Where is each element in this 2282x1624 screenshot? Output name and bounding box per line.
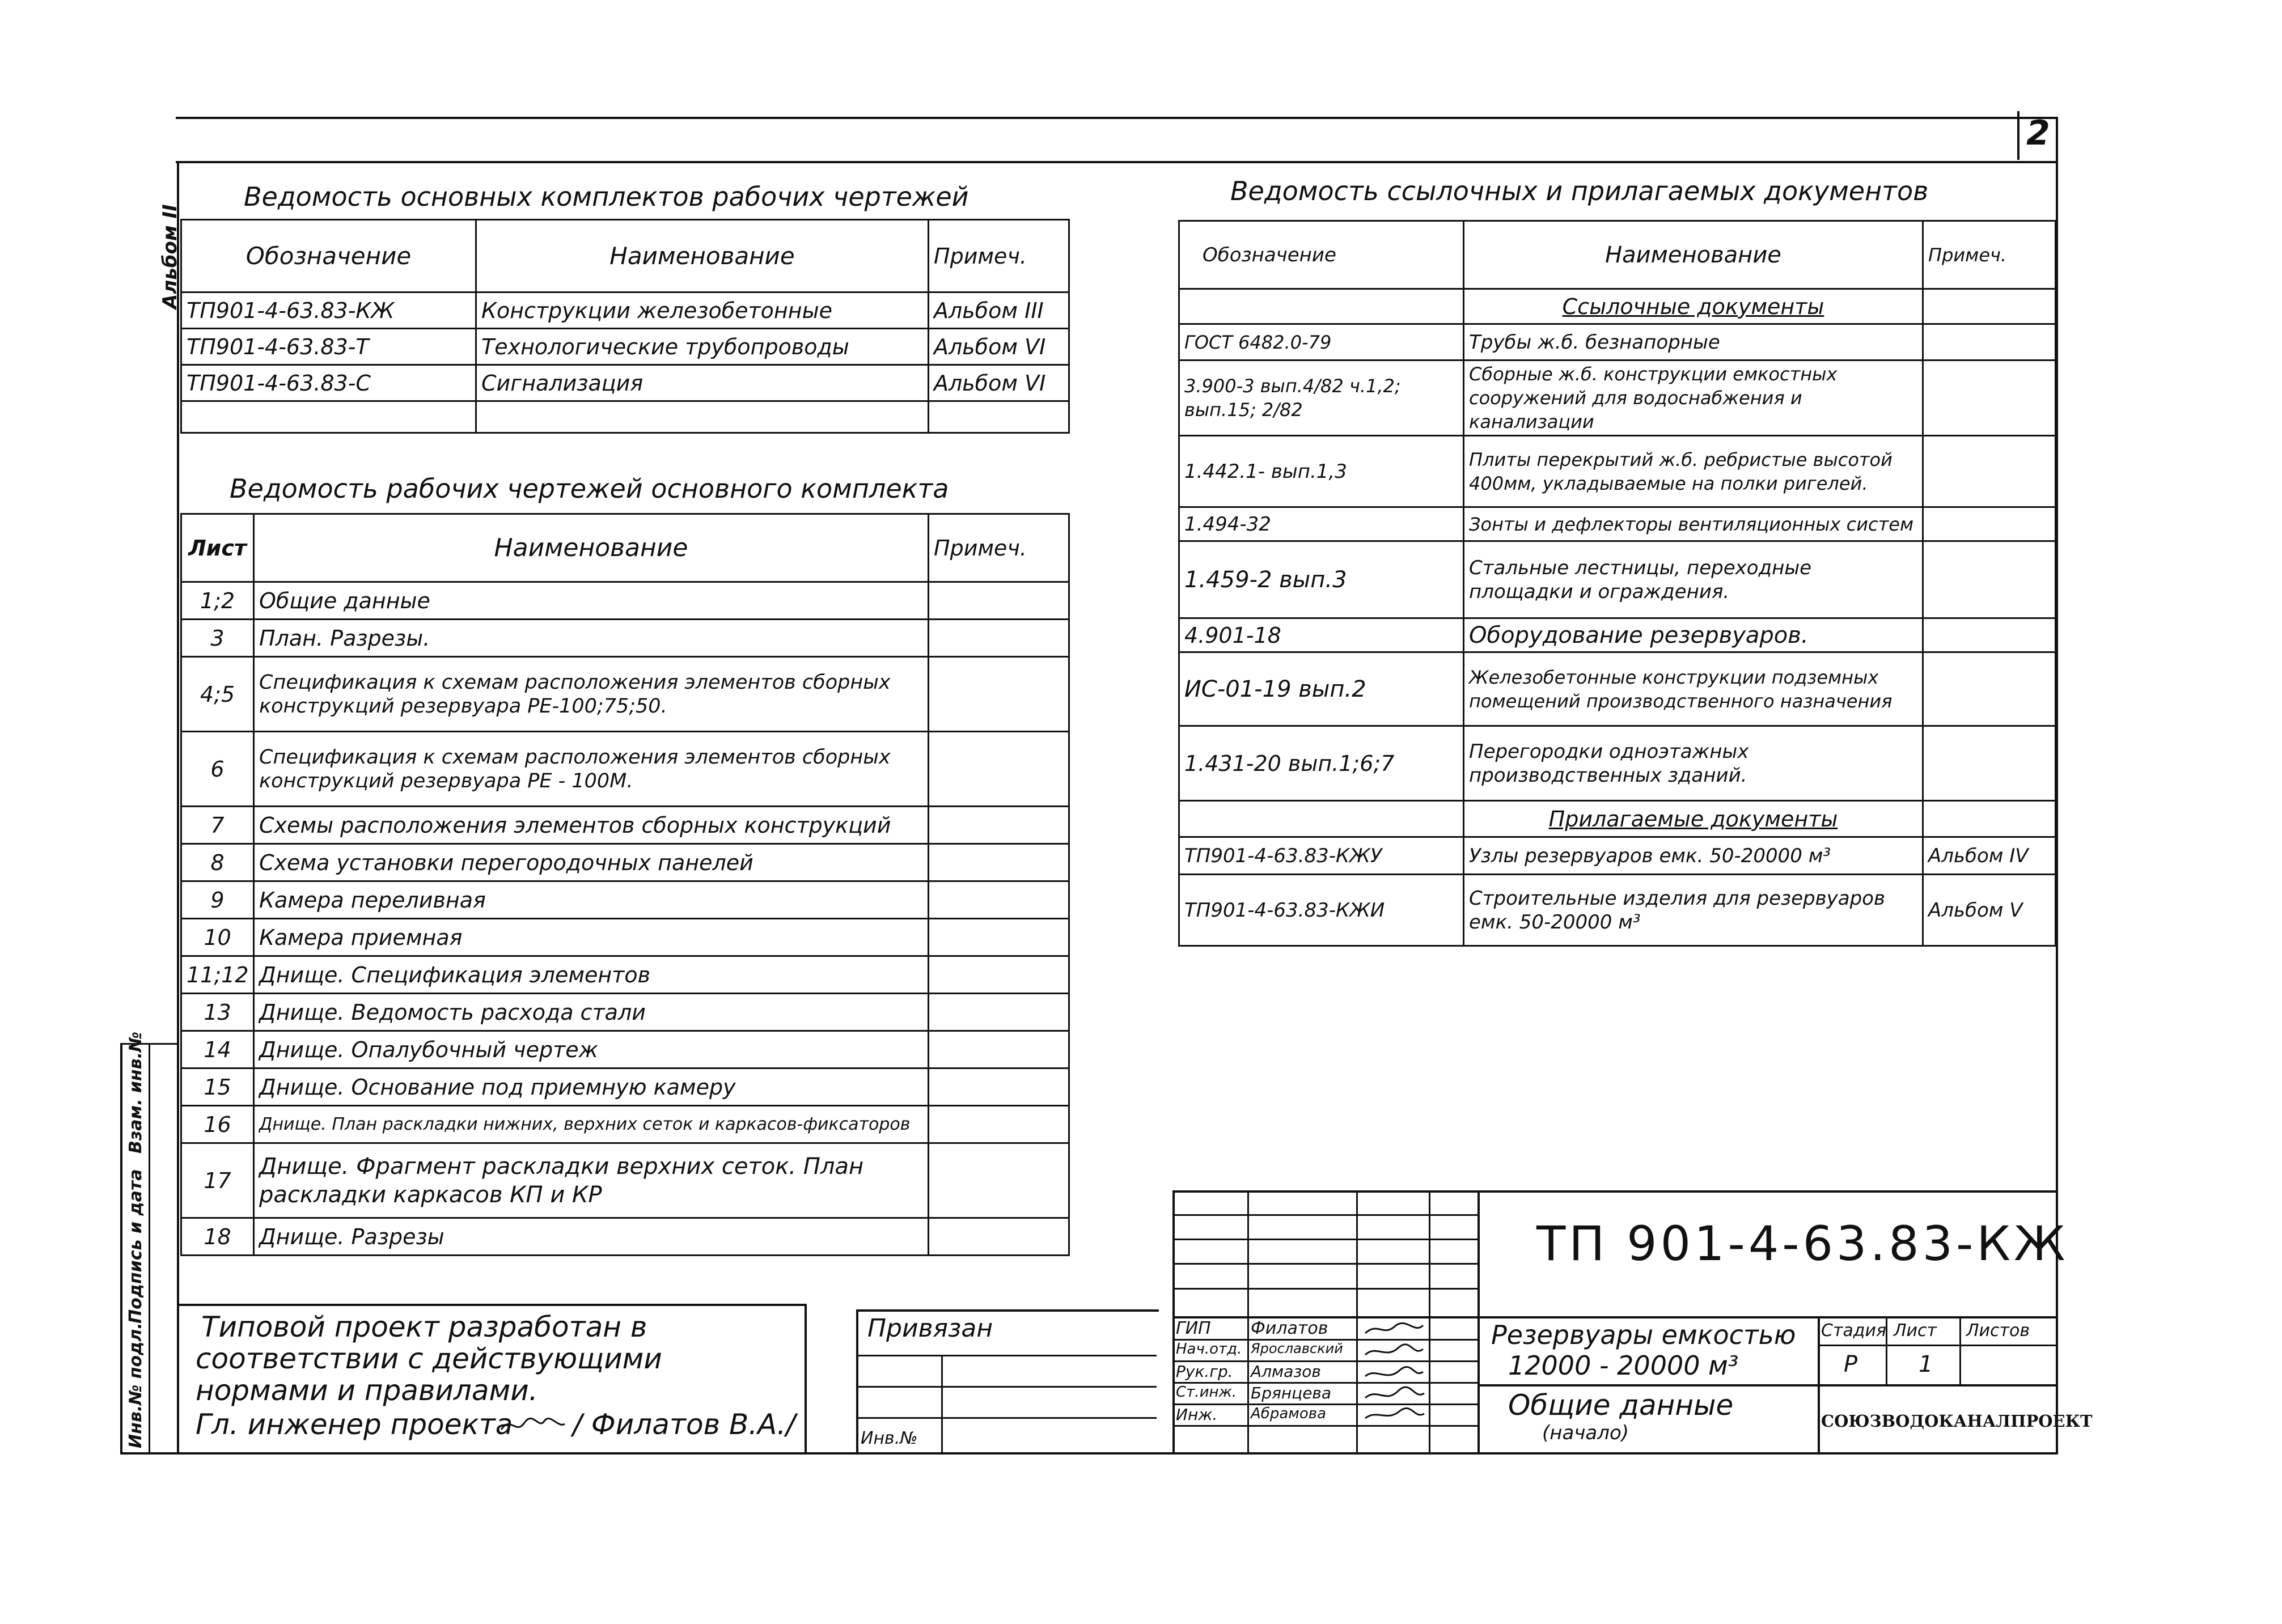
table-row: [1179, 541, 2056, 618]
table-row: [181, 401, 1069, 433]
refs-section-ref: [1464, 289, 1923, 324]
drawings-title: Ведомость рабочих чертежей основного комплекта: [230, 473, 949, 504]
basic-row-note: Альбом III: [929, 292, 1069, 329]
drawing-note: [929, 657, 1069, 732]
refs-section-att: [1464, 801, 1923, 837]
signature-icon: [499, 1413, 567, 1435]
note-signer: / Филатов В.А./: [573, 1408, 796, 1441]
binding-label: Привязан: [867, 1314, 993, 1343]
att-code: ТП901-4-63.83-КЖУ: [1179, 837, 1464, 875]
refs-section-blank: [1179, 289, 1464, 324]
basic-row-note: Альбом VI: [929, 365, 1069, 401]
table-row: [181, 956, 1069, 994]
basic-header-name: Наименование: [476, 220, 929, 292]
ref-note: [1923, 726, 2056, 801]
stage-header: Стадия: [1821, 1321, 1887, 1341]
table-row: [181, 807, 1069, 844]
drawing-note: [929, 994, 1069, 1031]
refs-header-code: Обозначение: [1179, 221, 1464, 289]
table-row: [181, 365, 1069, 401]
stamp-h1: [1172, 1214, 1479, 1216]
drawing-sheet-no: 4;5: [181, 657, 254, 732]
ref-code: 1.431-20 вып.1;6;7: [1179, 726, 1464, 801]
basic-row-code: ТП901-4-63.83-Т: [181, 329, 476, 365]
stamp-v-right1: [1818, 1316, 1820, 1452]
drawing-name: Камера приемная: [254, 919, 929, 956]
name-gip: Филатов: [1251, 1318, 1328, 1338]
table-row: [181, 582, 1069, 620]
table-row: [181, 844, 1069, 881]
ref-code: ГОСТ 6482.0-79: [1179, 324, 1464, 361]
drawing-name: Днище. Ведомость расхода стали: [254, 994, 929, 1031]
drawing-note: [929, 844, 1069, 881]
table-row: [1179, 837, 2056, 875]
drawing-note: [929, 919, 1069, 956]
drawing-note: [929, 1106, 1069, 1143]
inv-orig-label: Инв.№ подл.: [126, 1322, 146, 1448]
stamp-h4: [1172, 1288, 1479, 1290]
drawing-name: Днище. План раскладки нижних, верхних сеток и каркасов-фиксаторов: [254, 1106, 929, 1143]
table-row: [1179, 652, 2056, 726]
name-eng: Абрамова: [1251, 1405, 1327, 1422]
name-group: Алмазов: [1251, 1362, 1321, 1381]
name-senior: Брянцева: [1251, 1384, 1332, 1402]
ref-code: 1.442.1- вып.1,3: [1179, 436, 1464, 507]
table-row: [181, 620, 1069, 657]
refs-section-blank-note: [1923, 289, 2056, 324]
frame-inner-top: [176, 161, 2058, 163]
ref-code: 1.459-2 вып.3: [1179, 541, 1464, 618]
note-line-2: соответствии с действующими: [196, 1342, 662, 1375]
side-strip-mid: [149, 1043, 150, 1453]
ref-code: 4.901-18: [1179, 618, 1464, 652]
frame-top: [176, 117, 2058, 119]
ref-note: [1923, 436, 2056, 507]
drawing-note: [929, 732, 1069, 807]
ref-note: [1923, 618, 2056, 652]
refs-table: [1178, 220, 2056, 947]
project-title-2: 12000 - 20000 м³: [1508, 1350, 1739, 1381]
signature-icon: [1361, 1320, 1428, 1422]
note-line-4: Гл. инженер проекта: [196, 1408, 513, 1441]
drawing-note: [929, 807, 1069, 844]
drawings-header-name: Наименование: [254, 514, 929, 582]
role-senior: Ст.инж.: [1176, 1384, 1237, 1401]
refs-title: Ведомость ссылочных и прилагаемых документов: [1230, 176, 1929, 206]
binding-h3: [856, 1417, 1157, 1419]
drawing-name: План. Разрезы.: [254, 620, 929, 657]
table-row: [181, 1218, 1069, 1256]
drawing-note: [929, 1143, 1069, 1218]
project-title-1: Резервуары емкостью: [1491, 1320, 1796, 1350]
table-row: [181, 1068, 1069, 1106]
drawing-name: Днище. Опалубочный чертеж: [254, 1031, 929, 1068]
drawing-name: Схемы расположения элементов сборных конструкций: [254, 807, 929, 844]
drawing-sheet-no: 3: [181, 620, 254, 657]
binding-h1: [856, 1355, 1157, 1356]
drawing-sheet-no: 18: [181, 1218, 254, 1256]
stamp-v-left2: [1356, 1190, 1358, 1452]
ref-note: [1923, 324, 2056, 361]
ref-code: 3.900-3 вып.4/82 ч.1,2; вып.15; 2/82: [1179, 361, 1464, 436]
table-row: [1179, 875, 2056, 946]
table-row: [181, 994, 1069, 1031]
drawing-name: Схема установки перегородочных панелей: [254, 844, 929, 881]
stamp-v-left4: [1477, 1190, 1480, 1452]
side-strip-left: [120, 1043, 122, 1453]
note-line-1: Типовой проект разработан в: [201, 1311, 647, 1343]
basic-row-name: Конструкции железобетонные: [476, 292, 929, 329]
att-name: Узлы резервуаров емк. 50-20000 м³: [1464, 837, 1923, 875]
ref-note: [1923, 361, 2056, 436]
table-row: [1179, 361, 2056, 436]
inv-repl-label: Взам. инв.№: [126, 1031, 146, 1154]
stamp-v-left1: [1247, 1190, 1249, 1452]
ref-name: Сборные ж.б. конструкции емкостных сооружений для водоснабжения и канализации: [1464, 361, 1923, 436]
drawing-name: Днище. Фрагмент раскладки верхних сеток. План раскладки каркасов КП и КР: [254, 1143, 929, 1218]
table-row: [1179, 618, 2056, 652]
binding-v1: [941, 1355, 943, 1452]
role-gip: ГИП: [1176, 1318, 1211, 1338]
drawings-header-sheet: Лист: [181, 514, 254, 582]
drawing-note: [929, 1218, 1069, 1256]
drawing-sheet-no: 13: [181, 994, 254, 1031]
ref-name: Зонты и дефлекторы вентиляционных систем: [1464, 507, 1923, 541]
drawing-name: Днище. Основание под приемную камеру: [254, 1068, 929, 1106]
ref-name: Оборудование резервуаров.: [1464, 618, 1923, 652]
basic-header-note: Примеч.: [929, 220, 1069, 292]
stamp-v-left3: [1429, 1190, 1430, 1452]
stamp-h2: [1172, 1239, 1479, 1240]
att-section-blank: [1179, 801, 1464, 837]
table-row: [181, 657, 1069, 732]
role-eng: Инж.: [1176, 1405, 1218, 1424]
ref-code: 1.494-32: [1179, 507, 1464, 541]
basic-sets-table: [180, 219, 1070, 434]
basic-row-name: [476, 401, 929, 433]
drawing-note: [929, 956, 1069, 994]
refs-header-name: Наименование: [1464, 221, 1923, 289]
ref-name: Железобетонные конструкции подземных помещений производственного назначения: [1464, 652, 1923, 726]
drawing-name: Камера переливная: [254, 881, 929, 919]
drawing-sheet-no: 10: [181, 919, 254, 956]
table-row: [1179, 726, 2056, 801]
basic-row-note: Альбом VI: [929, 329, 1069, 365]
ref-name: Трубы ж.б. безнапорные: [1464, 324, 1923, 361]
basic-sets-title: Ведомость основных комплектов рабочих чертежей: [244, 181, 969, 212]
sheet-header: Лист: [1894, 1321, 1937, 1341]
table-row: [181, 1031, 1069, 1068]
sheet-value: 1: [1919, 1351, 1933, 1377]
drawing-note: [929, 1068, 1069, 1106]
ref-name: Плиты перекрытий ж.б. ребристые высотой 400мм, укладываемые на полки ригелей.: [1464, 436, 1923, 507]
drawing-note: [929, 582, 1069, 620]
table-row: [181, 1106, 1069, 1143]
stamp-h10: [1172, 1425, 1479, 1427]
ref-note: [1923, 652, 2056, 726]
drawing-sheet-no: 11;12: [181, 956, 254, 994]
basic-row-note: [929, 401, 1069, 433]
refs-section-att-label: Прилагаемые документы: [1548, 806, 1838, 832]
stamp-h-mid: [1477, 1384, 2056, 1386]
att-section-blank-note: [1923, 801, 2056, 837]
stamp-h-right: [1818, 1345, 2056, 1346]
table-row: [181, 881, 1069, 919]
table-row: [181, 329, 1069, 365]
drawing-sheet-no: 16: [181, 1106, 254, 1143]
att-code: ТП901-4-63.83-КЖИ: [1179, 875, 1464, 946]
ref-name: Стальные лестницы, переходные площадки и ограждения.: [1464, 541, 1923, 618]
sheet-subtitle: (начало): [1542, 1422, 1629, 1444]
document-code: ТП 901-4-63.83-КЖ: [1536, 1216, 2069, 1271]
basic-row-name: Сигнализация: [476, 365, 929, 401]
att-note: Альбом V: [1923, 875, 2056, 946]
drawing-name: Общие данные: [254, 582, 929, 620]
stamp-v-right3: [1959, 1316, 1961, 1384]
role-group: Рук.гр.: [1176, 1362, 1233, 1381]
table-row: [181, 292, 1069, 329]
frame-left: [177, 161, 179, 1453]
drawings-table: [180, 513, 1070, 1256]
drawing-sheet-no: 17: [181, 1143, 254, 1218]
table-row: [181, 732, 1069, 807]
refs-header-note: Примеч.: [1923, 221, 2056, 289]
drawing-name: Днище. Разрезы: [254, 1218, 929, 1256]
ref-code: ИС-01-19 вып.2: [1179, 652, 1464, 726]
binding-inv-label: Инв.№: [861, 1428, 918, 1448]
table-row: [181, 919, 1069, 956]
ref-note: [1923, 507, 2056, 541]
sheets-header: Листов: [1966, 1321, 2030, 1341]
refs-section-ref-label: Ссылочные документы: [1562, 294, 1824, 319]
binding-h2: [856, 1386, 1157, 1388]
drawing-sheet-no: 1;2: [181, 582, 254, 620]
drawing-note: [929, 1031, 1069, 1068]
table-row: [1179, 436, 2056, 507]
page-number: 2: [2026, 113, 2050, 153]
organization: СОЮЗВОДОКАНАЛПРОЕКТ: [1821, 1411, 2093, 1431]
ref-note: [1923, 541, 2056, 618]
basic-row-code: [181, 401, 476, 433]
drawing-name: Спецификация к схемам расположения элементов сборных конструкций резервуара РЕ-100;75;50.: [254, 657, 929, 732]
basic-row-code: ТП901-4-63.83-С: [181, 365, 476, 401]
note-line-3: нормами и правилами.: [196, 1374, 538, 1407]
drawing-sheet-no: 9: [181, 881, 254, 919]
sheet-title: Общие данные: [1508, 1389, 1734, 1422]
sign-date-label: Подпись и дата: [126, 1169, 146, 1324]
name-head: Ярославский: [1251, 1341, 1343, 1356]
basic-header-code: Обозначение: [181, 220, 476, 292]
basic-row-name: Технологические трубопроводы: [476, 329, 929, 365]
drawings-header-note: Примеч.: [929, 514, 1069, 582]
stamp-h3: [1172, 1263, 1479, 1265]
table-row: [181, 1143, 1069, 1218]
drawing-sheet-no: 14: [181, 1031, 254, 1068]
drawing-sheet-no: 7: [181, 807, 254, 844]
drawing-sheet-no: 15: [181, 1068, 254, 1106]
drawing-name: Днище. Спецификация элементов: [254, 956, 929, 994]
ref-name: Перегородки одноэтажных производственных зданий.: [1464, 726, 1923, 801]
stage-value: Р: [1844, 1351, 1858, 1377]
role-head: Нач.отд.: [1176, 1341, 1242, 1358]
drawing-name: Спецификация к схемам расположения элементов сборных конструкций резервуара РЕ - 100М.: [254, 732, 929, 807]
drawing-note: [929, 620, 1069, 657]
table-row: [1179, 324, 2056, 361]
drawing-sheet-no: 8: [181, 844, 254, 881]
basic-row-code: ТП901-4-63.83-КЖ: [181, 292, 476, 329]
drawing-note: [929, 881, 1069, 919]
att-note: Альбом IV: [1923, 837, 2056, 875]
table-row: [1179, 507, 2056, 541]
album-label: Альбом II: [159, 204, 181, 309]
att-name: Строительные изделия для резервуаров емк. 50-20000 м³: [1464, 875, 1923, 946]
drawing-sheet-no: 6: [181, 732, 254, 807]
